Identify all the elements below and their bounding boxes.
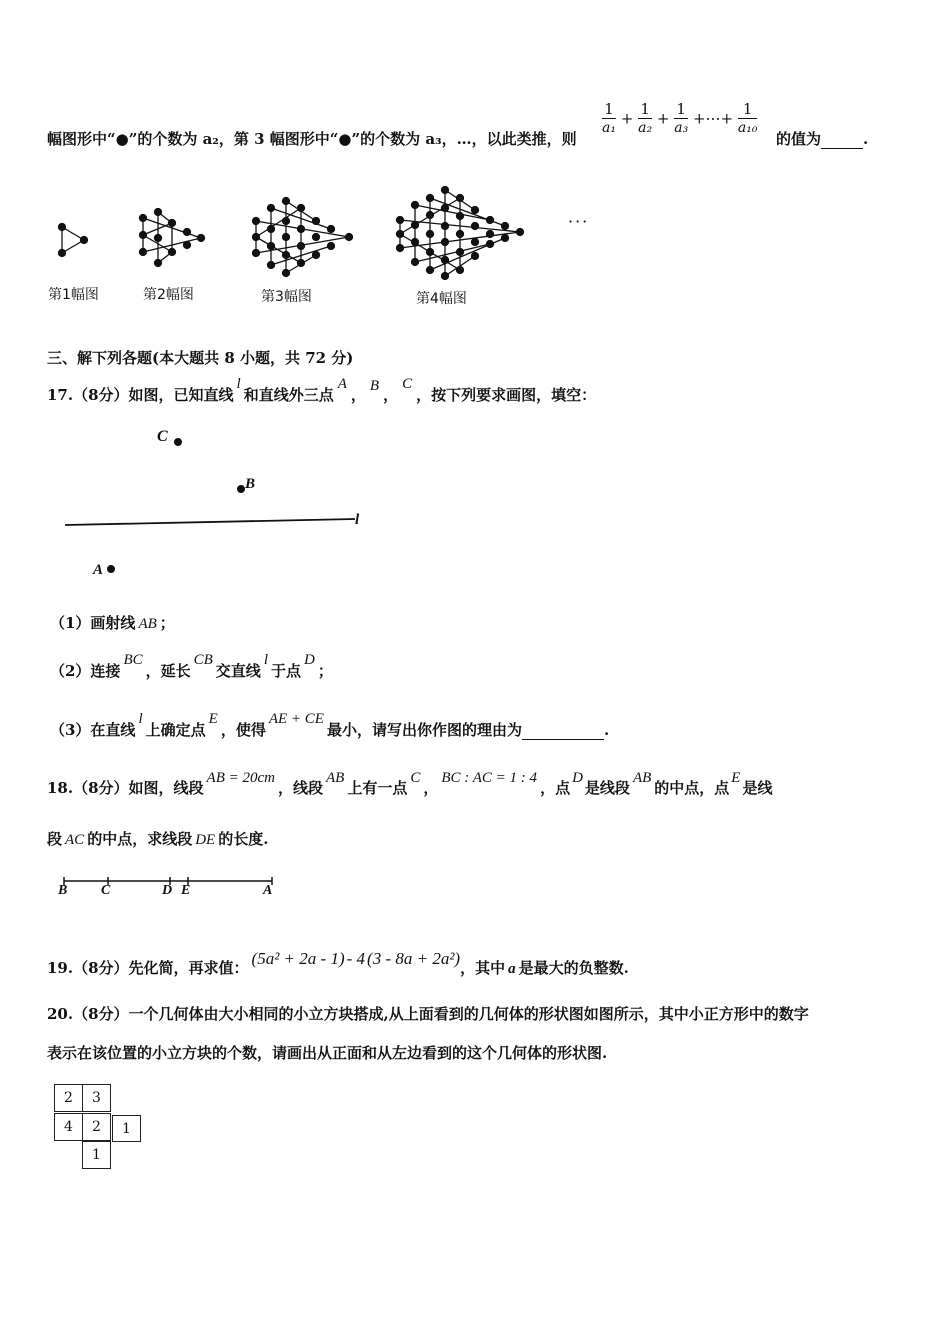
fraction-1: $\frac{1}{\text{a₁}}$ <box>602 100 616 136</box>
seg-label-D: D <box>162 883 173 898</box>
figure-4 <box>390 180 530 285</box>
fraction-3: $\frac{1}{\text{a₃}}$ <box>674 100 689 136</box>
expression-1: (5a² + 2a - 1) <box>251 949 345 968</box>
fig-label-A: A <box>93 562 104 578</box>
grid-cell: 2 <box>54 1084 83 1112</box>
grid-cell: 2 <box>82 1113 111 1141</box>
answer-blank <box>821 130 863 149</box>
seg-label-E: E <box>181 883 191 898</box>
q17-figure <box>60 425 380 585</box>
fraction-4: $\frac{1}{\text{a₁₀}}$ <box>737 100 758 136</box>
dot-glyph: ● <box>115 130 129 148</box>
q17-step-3: （3）在直线l上确定点E，使得AE + CE最小，请写出你作图的理由为 . <box>50 711 610 739</box>
fig-label-C: C <box>157 428 168 445</box>
fraction-sum: $\frac{1}{\text{a₁}}$ + $\frac{1}{\text{a₂}}$ + $\frac{1}{\text{a₃}}$ +⋯+ $\frac{1}{\text{a₁₀}}$ <box>602 100 758 136</box>
q17-step-2: （2）连接BC，延长CB交直线l于点D； <box>50 652 333 680</box>
figure-1-caption: 第1幅图 <box>48 287 99 303</box>
top-view-grid <box>54 1084 146 1174</box>
fig-label-l: l <box>355 512 360 528</box>
grid-cell: 4 <box>54 1113 83 1141</box>
dot-glyph: ● <box>338 130 352 148</box>
grid-cell: 1 <box>82 1141 111 1169</box>
q16-value-text: 的值为 . <box>776 130 869 148</box>
q18-stem-line2: 段 AC 的中点，求线段 DE 的长度. <box>47 830 269 848</box>
figure-2 <box>135 205 215 275</box>
figure-4-caption: 第4幅图 <box>416 291 467 307</box>
answer-blank <box>522 721 604 740</box>
expression-2: (3 - 8a + 2a²) <box>367 949 461 968</box>
fig-label-B: B <box>245 476 256 492</box>
figure-ellipsis: ··· <box>568 212 590 231</box>
q20-stem-line2: 表示在该位置的小立方块的个数，请画出从正面和从左边看到的这个几何体的形状图. <box>47 1044 608 1062</box>
seg-label-B: B <box>58 883 68 898</box>
figure-3 <box>246 193 361 283</box>
fraction-2: $\frac{1}{\text{a₂}}$ <box>638 100 653 136</box>
seg-label-A: A <box>263 883 273 898</box>
q17-stem: 17.（8分）如图，已知直线l和直线外三点A， B ，C，按下列要求画图，填空： <box>47 376 597 404</box>
seg-label-C: C <box>101 883 111 898</box>
q18-stem-line1: 18.（8分）如图，线段AB = 20cm，线段AB上有一点C，BC : AC = 1 : 4，点D是线段AB的中点，点E是线 <box>47 770 773 797</box>
q20-stem-line1: 20.（8分）一个几何体由大小相同的小立方块搭成,从上面看到的几何体的形状图如图所示，其中小正方形中的数字 <box>47 1005 809 1023</box>
grid-cell: 3 <box>82 1084 111 1112</box>
grid-cell: 1 <box>112 1115 141 1142</box>
figure-3-caption: 第3幅图 <box>261 289 312 305</box>
q16-text-line: 幅图形中“●”的个数为 a₂，第 3 幅图形中“●”的个数为 a₃，…，以此类推，则 <box>47 130 577 148</box>
q17-step-1: （1）画射线 AB ； <box>50 614 175 632</box>
figure-2-caption: 第2幅图 <box>143 287 194 303</box>
figure-1 <box>50 215 100 265</box>
q19-stem: 19.（8分）先化简，再求值： (5a² + 2a - 1) - 4 (3 - 8a + 2a²)，其中 a 是最大的负整数. <box>47 949 629 977</box>
section-title: 三、解下列各题(本大题共 8 小题，共 72 分) <box>47 349 354 367</box>
